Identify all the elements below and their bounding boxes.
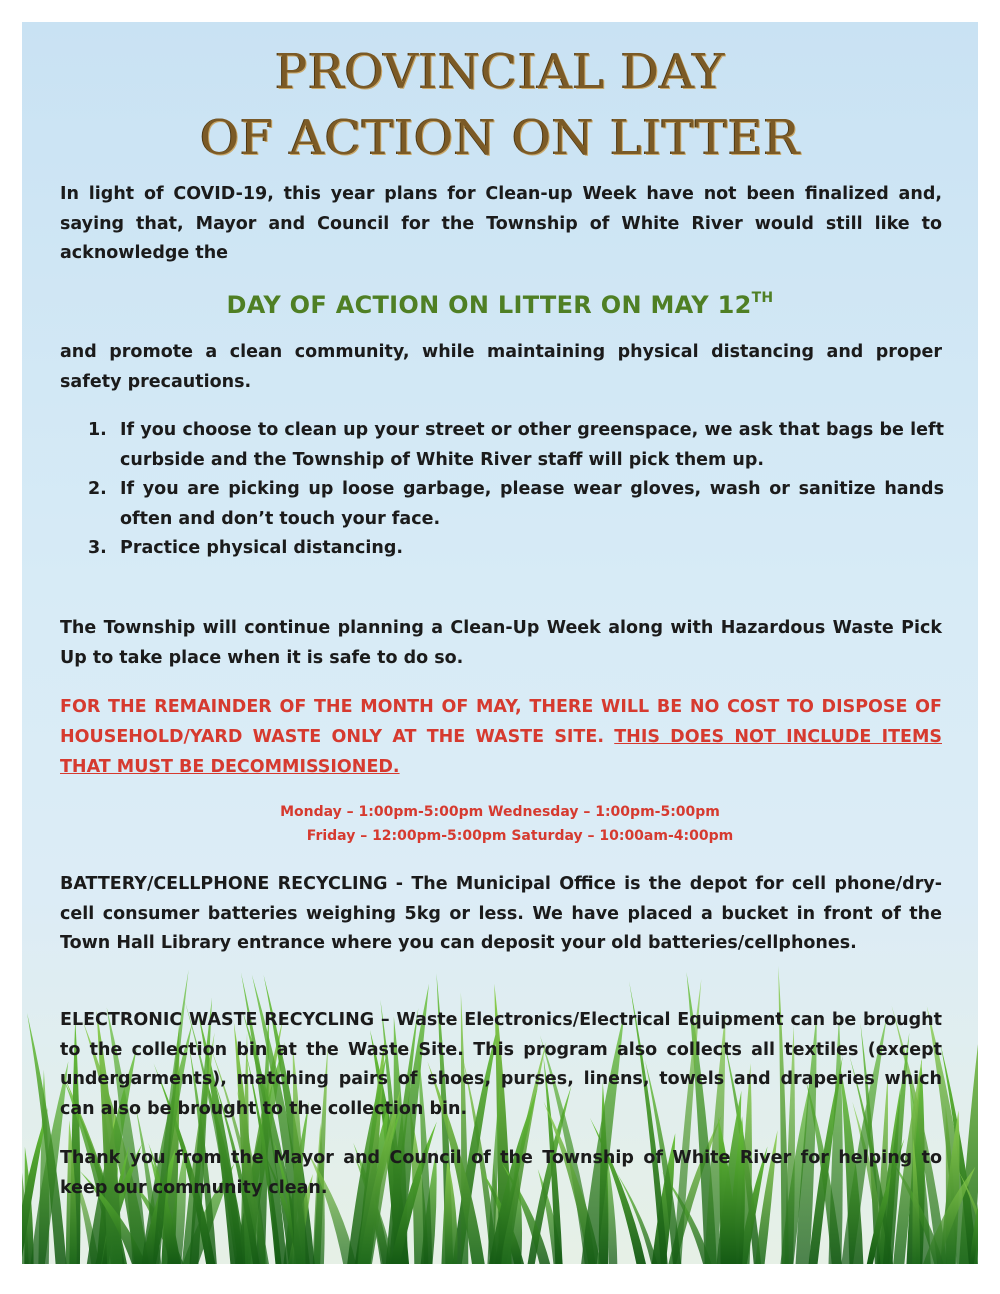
title-line-1: PROVINCIAL DAY [275,44,725,100]
thanks-paragraph: Thank you from the Mayor and Council of the Township of White River for helping to keep our community clean. [60,1148,942,1198]
instructions-list [88,416,944,564]
continue-paragraph: The Township will continue planning a Clean-Up Week along with Hazardous Waste Pick Up to take place when it is safe to do so. [60,618,942,668]
list-item [88,534,944,564]
list-item-text: If you choose to clean up your street or other greenspace, we ask that bags be left curbside and the Township of White River staff will pick them up. [120,420,944,470]
battery-recycling-paragraph: BATTERY/CELLPHONE RECYCLING - The Municipal Office is the depot for cell phone/dry-cell consumer batteries weighing 5kg or less. We have placed a bucket in front of the Town Hall Library entrance where you can deposit your old batteries/cellphones. [60,874,942,953]
list-item [88,475,944,534]
poster [22,22,978,1264]
list-item-number: 2. [88,479,107,499]
list-item [88,416,944,475]
promote-paragraph: and promote a clean community, while maintaining physical distancing and proper safety precautions. [60,342,942,392]
list-item-number: 1. [88,420,107,440]
headline-text: DAY OF ACTION ON LITTER ON MAY 12 [226,291,752,319]
notice-underlined: THIS DOES NOT INCLUDE ITEMS THAT MUST BE DECOMMISSIONED. [60,727,942,777]
notice-main: FOR THE REMAINDER OF THE MONTH OF MAY, THERE WILL BE NO COST TO DISPOSE OF HOUSEHOLD/YARD WASTE ONLY AT THE WASTE SITE. [60,697,942,747]
list-item-number: 3. [88,538,107,558]
ewaste-recycling-paragraph: ELECTRONIC WASTE RECYCLING – Waste Electronics/Electrical Equipment can be brought to the collection bin at the Waste Site. This program also collects all textiles (except undergarments), matching pairs of shoes, purses, linens, towels and draperies which can also be brought to the collection bin. [60,1010,942,1119]
headline-suffix: TH [751,290,774,306]
hours-line-1: Monday – 1:00pm-5:00pm Wednesday – 1:00pm-5:00pm [280,804,720,820]
intro-paragraph: In light of COVID-19, this year plans for Clean-up Week have not been finalized and, saying that, Mayor and Council for the Township of White River would still like to acknowledge the [60,184,942,263]
no-cost-notice [60,692,942,782]
list-item-text: Practice physical distancing. [120,538,403,558]
headline [22,290,978,319]
hours-line-2: Friday – 12:00pm-5:00pm Saturday – 10:00am-4:00pm [306,828,734,844]
title-line-2: OF ACTION ON LITTER [200,110,800,166]
list-item-text: If you are picking up loose garbage, please wear gloves, wash or sanitize hands often and don’t touch your face. [120,479,944,529]
